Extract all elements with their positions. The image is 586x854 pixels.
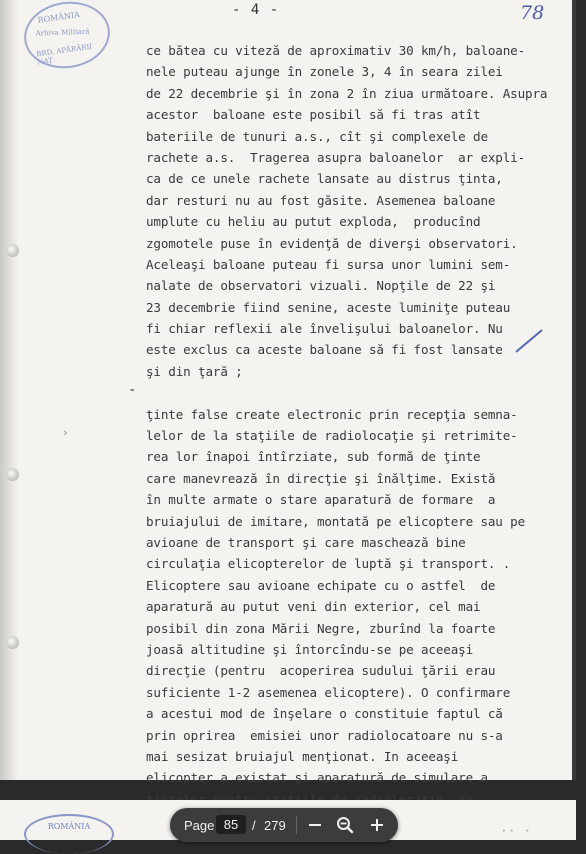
text-line: este exclus ca aceste baloane să fi fost lansate xyxy=(146,342,503,358)
text-line: zgomotele puse în evidenţă de diverşi observatori. xyxy=(146,235,518,251)
margin-tick-mark: › xyxy=(62,426,69,439)
stamp-text: BRD. APĂRĂRII NAȚ. xyxy=(35,42,93,67)
text-line: fi chiar reflexii ale învelişului baloanelor. Nu xyxy=(146,321,503,337)
text-line: a acestui mod de înşelare o constituie faptul că xyxy=(146,706,503,722)
archive-stamp xyxy=(20,0,114,74)
text-line: ce bătea cu viteză de aproximativ 30 km/h, baloane- xyxy=(146,43,526,58)
stamp-text: ROMÂNIA xyxy=(37,10,81,25)
text-line: umplute cu heliu au putut exploda, producînd xyxy=(146,214,481,230)
zoom-magnifier-button[interactable] xyxy=(332,812,358,838)
page-binding-edge xyxy=(0,0,18,780)
text-line: acestor baloane este posibil să fi tras atît xyxy=(146,107,481,123)
pdf-viewer-toolbar xyxy=(170,808,398,842)
text-line xyxy=(146,382,576,403)
stamp-text: ROMÂNIA xyxy=(47,822,91,831)
text-line: avioane de transport şi care maschează bine xyxy=(146,534,466,550)
plus-icon xyxy=(370,818,384,832)
text-line: elicopter a existat şi aparatură de simulare a xyxy=(146,770,488,786)
magnifier-minus-icon xyxy=(336,816,354,834)
punch-hole xyxy=(6,244,19,257)
zoom-in-button[interactable] xyxy=(364,812,390,838)
text-line: bruiajului de imitare, montată pe elicoptere sau pe xyxy=(146,513,526,529)
text-line: dar resturi nu au fost găsite. Asemenea baloane xyxy=(146,192,496,208)
total-pages: 279 xyxy=(264,818,286,833)
page-label: Page xyxy=(184,818,215,833)
zoom-out-button[interactable] xyxy=(302,812,328,838)
text-line: care manevrează în direcţie şi înălţime. Există xyxy=(146,470,496,486)
page-separator: / xyxy=(252,818,256,833)
minus-icon xyxy=(308,818,322,832)
document-body-text xyxy=(146,40,576,810)
text-line: rea lor înapoi întîrziate, sub formă de ţinte xyxy=(146,449,481,465)
page-number-label: - 4 - xyxy=(232,2,280,18)
archive-stamp xyxy=(24,814,114,854)
text-line: şi din ţară ; xyxy=(146,363,243,379)
text-line: joasă altitudine şi întorcîndu-se pe aceeaşi xyxy=(146,641,474,657)
toolbar-divider xyxy=(296,816,297,834)
text-line: posibil din zona Mării Negre, zburînd la foarte xyxy=(146,620,496,636)
current-page-input[interactable] xyxy=(216,815,246,834)
text-line: direcţie (pentru acoperirea sudului ţării erau xyxy=(146,663,496,679)
stamp-text: Arhiva Militară xyxy=(35,27,90,38)
punch-hole xyxy=(6,636,19,649)
text-line: 23 decembrie fiind senine, aceste luminiţe puteau xyxy=(146,299,511,315)
text-line: bateriile de tunuri a.s., cît şi complexele de xyxy=(146,128,488,144)
text-line: Elicoptere sau avioane echipate cu o astfel de xyxy=(146,577,496,593)
text-line: nele puteau ajunge în zonele 3, 4 în seara zilei xyxy=(146,64,503,80)
punch-hole xyxy=(6,468,19,481)
text-line: suficiente 1-2 asemenea elicoptere). O confirmare xyxy=(146,684,511,700)
text-line: nalate de observatori vizuali. Nopţile de 22 şi xyxy=(146,278,496,294)
text-line: ca de ce unele rachete lansate au distrus ţinta, xyxy=(146,171,503,187)
text-line: în multe armate o stare aparatură de formare a xyxy=(146,492,496,508)
text-line: prin oprirea emisiei unor radiolocatoare nu s-a xyxy=(146,727,503,743)
handwritten-folio-number: 78 xyxy=(520,2,545,24)
text-line: Aceleaşi baloane puteau fi sursa unor lumini sem- xyxy=(146,256,511,272)
text-line: de 22 decembrie şi în zona 2 în ziua următoare. Asupra xyxy=(146,85,548,101)
bullet-dash: - xyxy=(128,382,137,398)
text-line: mai sesizat bruiajul menţionat. In aceeaşi xyxy=(146,748,459,764)
text-line: circulaţia elicopterelor de luptă şi transport. . xyxy=(146,556,511,572)
text-line: rachete a.s. Tragerea asupra baloanelor ar expli- xyxy=(146,149,526,165)
text-line: lelor de la staţiile de radiolocaţie şi retrimite- xyxy=(146,428,518,444)
text-line: aparatură au putut veni din exterior, cel mai xyxy=(146,599,481,615)
text-line: ţinte false create electronic prin recepţia semna- xyxy=(146,406,518,422)
faded-page-mark: ·· · xyxy=(500,824,532,839)
